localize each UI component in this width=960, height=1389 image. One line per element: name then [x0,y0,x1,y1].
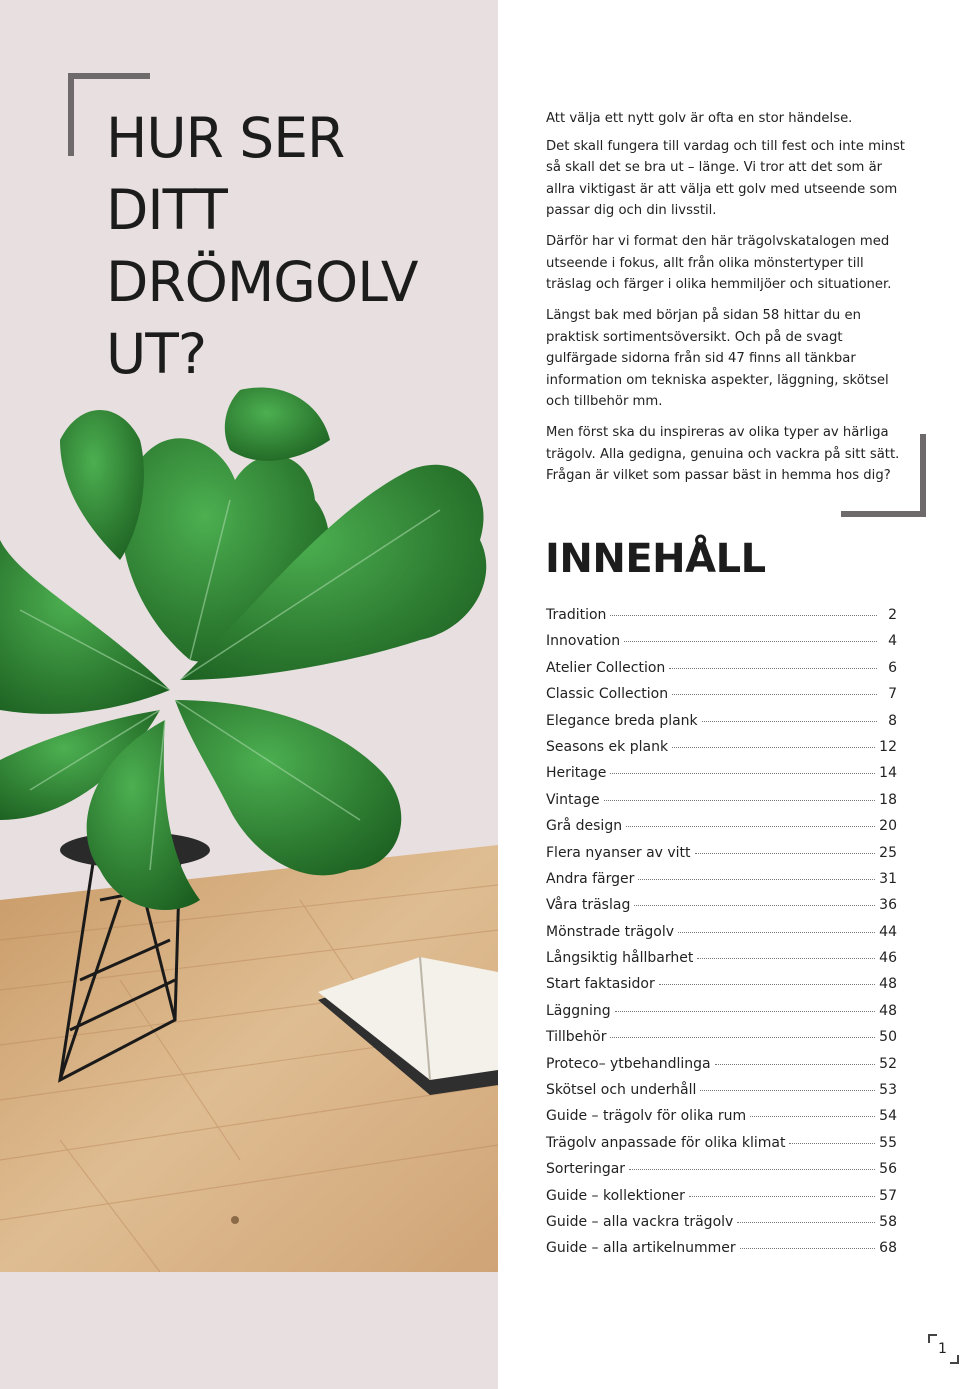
toc-leader [615,1011,875,1012]
toc-label: Läggning [546,1002,611,1019]
intro-paragraph: Att välja ett nytt golv är ofta en stor händelse. [546,111,853,126]
toc-entry[interactable] [546,1214,897,1240]
toc-page: 18 [879,791,897,808]
toc-leader [610,1037,875,1038]
toc-page: 56 [879,1161,897,1178]
toc-entry[interactable] [546,1108,897,1134]
toc-page: 55 [879,1134,897,1151]
toc-leader [672,694,877,695]
toc-entry[interactable] [546,739,897,765]
toc-leader [740,1248,876,1249]
toc-page: 31 [879,870,897,887]
toc-label: Grå design [546,818,623,835]
toc-leader [672,747,875,748]
toc-page: 25 [879,844,897,861]
toc-entry[interactable] [546,1003,897,1029]
toc-page: 58 [879,1213,897,1230]
page-number: 1 [938,1341,947,1357]
toc-page: 46 [879,950,897,967]
headline-line: DRÖMGOLV [106,250,418,314]
toc-entry[interactable] [546,976,897,1002]
toc-page: 7 [888,686,897,703]
toc-page: 50 [879,1029,897,1046]
toc-leader [689,1196,875,1197]
toc-label: Långsiktig hållbarhet [546,950,694,967]
toc-entry[interactable] [546,1056,897,1082]
toc-label: Andra färger [546,870,635,887]
toc-entry[interactable] [546,1029,897,1055]
toc-page: 2 [888,607,897,623]
toc-leader [610,615,877,616]
toc-label: Skötsel och underhåll [546,1082,697,1099]
toc-page: 53 [879,1082,897,1099]
toc-leader [700,1090,875,1091]
toc-entry[interactable] [546,897,897,923]
toc-entry[interactable] [546,818,897,844]
headline-line: UT? [106,322,207,386]
toc-label: Trägolv anpassade för olika klimat [546,1134,786,1151]
toc-leader [604,800,876,801]
toc-page: 57 [879,1187,897,1204]
toc-leader [629,1169,875,1170]
toc-leader [789,1143,875,1144]
toc-entry[interactable] [546,660,897,686]
toc-leader [678,932,875,933]
toc-leader [695,853,876,854]
toc-page: 54 [879,1108,897,1125]
toc-leader [638,879,875,880]
toc-entry[interactable] [546,1161,897,1187]
toc-page: 20 [879,818,897,835]
toc-leader [659,984,875,985]
toc-label: Innovation [546,633,621,650]
toc-entry[interactable] [546,1082,897,1108]
toc-leader [737,1222,875,1223]
toc-leader [626,826,875,827]
toc-label: Mönstrade trägolv [546,923,675,940]
plant-and-floor-photo [0,380,498,1272]
headline-line: HUR SER [106,106,345,170]
toc-label: Heritage [546,765,607,782]
toc-label: Guide – alla vackra trägolv [546,1213,734,1230]
toc-page: 8 [888,712,897,729]
toc-title: INNEHÅLL [545,536,766,582]
toc-label: Guide – alla artikelnummer [546,1240,736,1257]
toc-page: 48 [879,1002,897,1019]
intro-paragraph: Det skall fungera till vardag och till fest och inte minst så skall det se bra ut – länge. Vi tror att det som är allra viktigast är att välja ett golv med utseende som passar dig och din livsstil. [546,138,905,218]
toc-label: Vintage [546,791,600,808]
toc-entry[interactable] [546,765,897,791]
toc-entry[interactable] [546,1188,897,1214]
toc-leader [715,1064,876,1065]
toc-page: 44 [879,923,897,940]
toc-label: Elegance breda plank [546,712,698,729]
toc-page: 14 [879,765,897,782]
page-headline [106,102,417,390]
toc-leader [702,721,877,722]
toc-label: Proteco– ytbehandlinga [546,1055,711,1072]
intro-paragraph: Men först ska du inspireras av olika typer av härliga trägolv. Alla gedigna, genuina och vackra på sitt sätt. Frågan är vilket som passar bäst in hemma hos dig? [546,425,900,483]
toc-label: Sorteringar [546,1161,626,1178]
toc-entry[interactable] [546,686,897,712]
intro-paragraph: Därför har vi format den här trägolvskatalogen med utseende i fokus, allt från olika mönstertyper till träslag och färger i olika hemmiljöer och situationer. [546,234,892,292]
toc-page: 12 [879,738,897,755]
toc-entry[interactable] [546,633,897,659]
toc-entry[interactable] [546,1240,897,1266]
toc-label: Flera nyanser av vitt [546,844,691,861]
table-of-contents [546,607,897,1267]
toc-label: Guide – kollektioner [546,1187,685,1204]
intro-paragraph: Längst bak med början på sidan 58 hittar du en praktisk sortimentsöversikt. Och på de svagt gulfärgade sidorna från sid 47 finns all tänkbar information om tekniska aspekter, läggning, skötsel och tillbehör mm. [546,308,889,409]
toc-label: Classic Collection [546,686,669,703]
toc-leader [750,1116,875,1117]
toc-label: Start faktasidor [546,976,655,993]
toc-entry[interactable] [546,607,897,633]
decorative-corner-bottom-right [841,434,926,517]
toc-entry[interactable] [546,792,897,818]
toc-page: 48 [879,976,897,993]
toc-label: Atelier Collection [546,659,666,676]
page-number-corner-bottom-right [950,1355,959,1364]
toc-leader [610,773,875,774]
toc-label: Tillbehör [546,1029,607,1046]
headline-line: DITT [106,178,227,242]
toc-leader [624,641,877,642]
toc-label: Guide – trägolv för olika rum [546,1108,747,1125]
toc-page: 52 [879,1055,897,1072]
toc-entry[interactable] [546,924,897,950]
toc-label: Våra träslag [546,897,631,914]
toc-leader [634,905,875,906]
toc-entry[interactable] [546,845,897,871]
toc-page: 4 [888,633,897,650]
toc-page: 36 [879,897,897,914]
toc-page: 6 [888,659,897,676]
page-number-corner-top-left [928,1334,937,1343]
toc-label: Seasons ek plank [546,738,669,755]
toc-entry[interactable] [546,950,897,976]
toc-leader [697,958,875,959]
toc-leader [669,668,877,669]
toc-page: 68 [879,1240,897,1257]
toc-label: Tradition [546,607,607,623]
toc-entry[interactable] [546,1135,897,1161]
toc-entry[interactable] [546,713,897,739]
toc-entry[interactable] [546,871,897,897]
